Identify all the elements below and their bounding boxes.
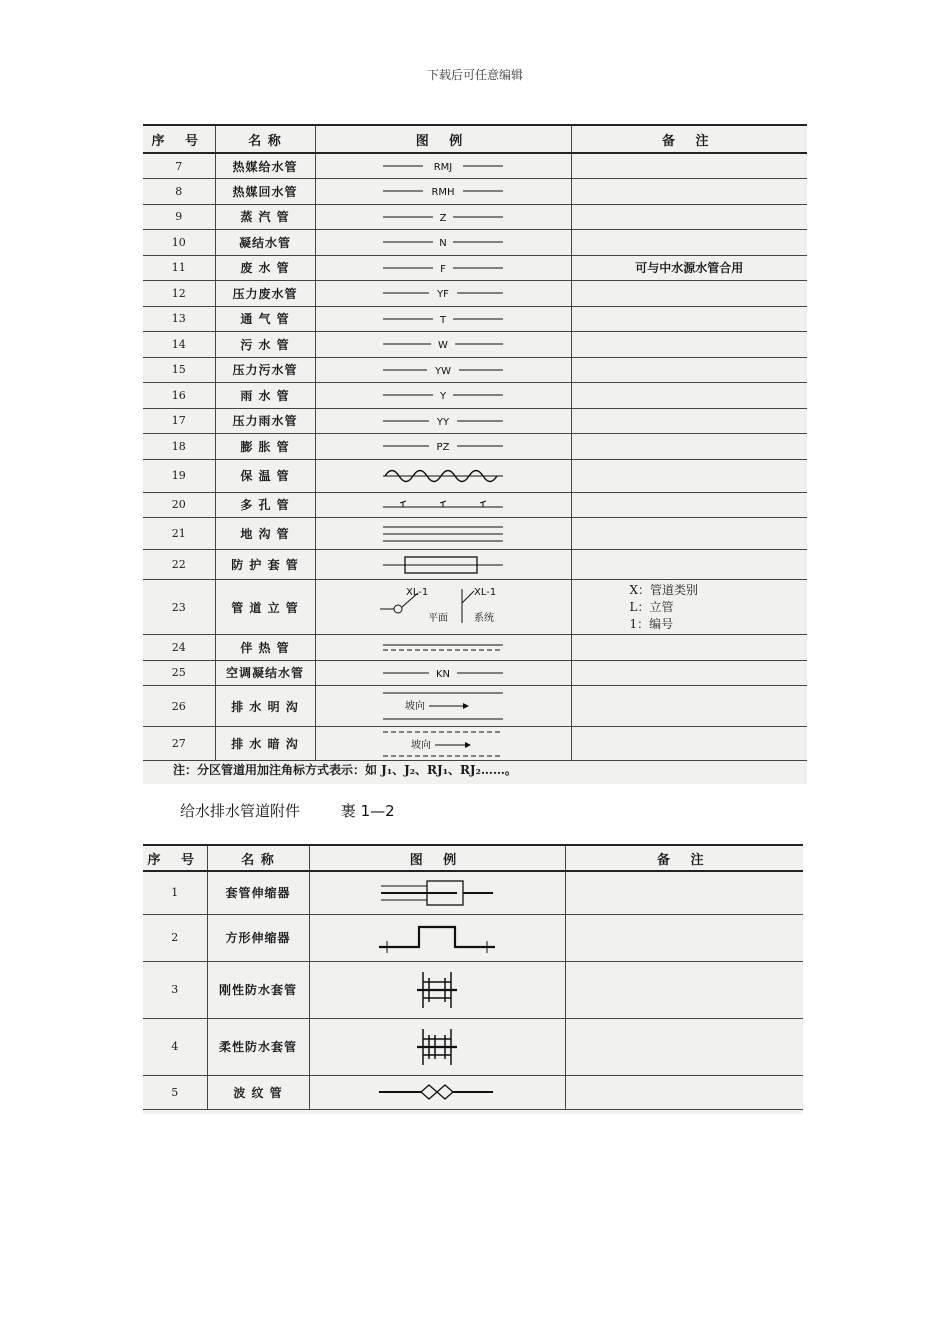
row-name: 排 水 暗 沟 [215,727,315,761]
remark-cell [571,230,807,256]
row-name: 柔性防水套管 [207,1018,309,1075]
table-row [143,281,807,307]
pipe-code-symbol [383,414,503,428]
remark-cell [571,727,807,761]
row-name: 防 护 套 管 [215,550,315,580]
remark-cell [571,518,807,550]
pipe-fittings-table [143,844,803,1114]
bellows-pipe-symbol [377,1082,497,1102]
table-row [143,230,807,256]
remark-line: X：管道类别 [629,582,699,597]
row-no: 21 [143,518,215,550]
row-name: 保 温 管 [215,459,315,492]
remark-cell [571,357,807,383]
table-row [143,492,807,518]
table-row [143,408,807,434]
remark-line: 1：编号 [629,616,674,631]
remark-cell [571,204,807,230]
row-no: 10 [143,230,215,256]
symbol-cell [315,281,571,307]
remark-line: L：立管 [629,599,674,614]
row-no: 8 [143,179,215,205]
row-name: 套管伸缩器 [207,871,309,914]
symbol-cell [315,357,571,383]
row-name: 污 水 管 [215,332,315,358]
square-expansion-joint-symbol [377,921,497,955]
row-name: 多 孔 管 [215,492,315,518]
pipe-code-label: RMH [431,187,455,199]
table-row [143,332,807,358]
pipe-code-label: T [439,314,447,326]
remark-cell [571,179,807,205]
row-name: 雨 水 管 [215,383,315,409]
pipe-code-symbol [383,666,503,680]
row-no: 25 [143,660,215,686]
symbol-cell [315,383,571,409]
row-no: 26 [143,686,215,727]
symbol-cell [315,550,571,580]
row-name: 通 气 管 [215,306,315,332]
row-no: 9 [143,204,215,230]
pipe-code-symbol [383,235,503,249]
row-name: 空调凝结水管 [215,660,315,686]
symbol-cell [309,914,565,961]
col-header-symbol: 图 例 [309,845,565,871]
trench-pipe-symbol [383,523,503,545]
row-no: 7 [143,153,215,179]
symbol-cell [315,255,571,281]
row-name: 废 水 管 [215,255,315,281]
table-row [143,635,807,661]
row-no: 17 [143,408,215,434]
table-row [143,459,807,492]
remark-cell [571,383,807,409]
symbol-cell [309,871,565,914]
rigid-waterproof-sleeve-symbol [377,968,497,1012]
row-no: 16 [143,383,215,409]
table-row [143,204,807,230]
remark-cell [571,306,807,332]
row-no: 19 [143,459,215,492]
table-row [143,1075,803,1109]
table-row [143,357,807,383]
remark-cell [565,1018,803,1075]
table-caption [180,800,431,821]
riser-plan-code: XL-1 [406,587,429,598]
row-name: 波 纹 管 [207,1075,309,1109]
remark-cell [565,914,803,961]
row-no: 1 [143,871,207,914]
pipe-code-label: Z [439,212,447,224]
pipe-code-symbol [383,184,503,198]
row-name: 方形伸缩器 [207,914,309,961]
slope-label: 坡向 [405,701,425,712]
row-name: 压力废水管 [215,281,315,307]
table-row [143,550,807,580]
row-name: 刚性防水套管 [207,961,309,1018]
symbol-cell [315,408,571,434]
symbol-cell [315,492,571,518]
remark-cell [571,686,807,727]
table-row [143,434,807,460]
table-row [143,580,807,635]
row-name: 排 水 明 沟 [215,686,315,727]
symbol-cell [315,179,571,205]
pipe-code-symbol [383,388,503,402]
pipe-code-label: W [438,340,448,352]
col-header-name: 名 称 [215,125,315,153]
symbol-cell [309,1018,565,1075]
pipe-code-label: RMJ [433,162,453,173]
pipe-code-label: YW [435,365,451,377]
remark-cell [565,961,803,1018]
symbol-cell [309,1075,565,1109]
heat-tracing-pipe-symbol [383,640,503,654]
pipe-code-label: KN [435,668,451,680]
row-no: 2 [143,914,207,961]
row-no: 18 [143,434,215,460]
remark-cell: 可与中水源水管合用 [571,255,807,281]
remark-cell [571,635,807,661]
row-no: 15 [143,357,215,383]
symbol-cell [315,434,571,460]
symbol-cell [315,580,571,635]
caption-table-number: 裹 1—2 [340,802,395,820]
symbol-cell [315,686,571,727]
row-no: 14 [143,332,215,358]
table-row [143,961,803,1018]
remark-cell [571,459,807,492]
table-row [143,255,807,281]
remark-cell [571,434,807,460]
table-row [143,727,807,761]
pipe-code-symbol [383,363,503,377]
legend-table-1 [143,124,807,761]
row-name: 热媒给水管 [215,153,315,179]
row-name: 蒸 汽 管 [215,204,315,230]
col-header-symbol: 图 例 [315,125,571,153]
caption-title: 给水排水管道附件 [180,802,301,820]
row-name: 地 沟 管 [215,518,315,550]
symbol-cell [315,204,571,230]
symbol-cell [315,518,571,550]
table-footnote: 注：分区管道用加注角标方式表示：如 J₁、J₂、RJ₁、RJ₂……。 [173,763,517,777]
row-name: 伴 热 管 [215,635,315,661]
pipe-code-label: PZ [436,442,450,454]
col-header-no: 序 号 [143,845,207,871]
table-row [143,306,807,332]
row-no: 22 [143,550,215,580]
row-no: 11 [143,255,215,281]
row-name: 压力雨水管 [215,408,315,434]
sleeve-expansion-joint-symbol [377,878,497,908]
row-no: 27 [143,727,215,761]
symbol-cell [315,635,571,661]
remark-cell [571,492,807,518]
flexible-waterproof-sleeve-symbol [377,1025,497,1069]
pipe-code-symbol [383,337,503,351]
col-header-name: 名 称 [207,845,309,871]
open-drain-symbol [383,691,503,721]
symbol-cell [315,332,571,358]
insulated-pipe-symbol [383,465,503,487]
riser-system-code: XL-1 [474,587,497,598]
legend-table-2 [143,844,803,1110]
symbol-cell [315,230,571,256]
row-no: 13 [143,306,215,332]
remark-cell [571,660,807,686]
pipe-code-label: N [439,238,447,250]
remark-cell [571,580,807,635]
riser-plan-label: 平面 [428,613,448,624]
remark-cell [571,550,807,580]
riser-pipe-symbol [378,583,508,631]
pipe-code-symbol [383,312,503,326]
row-no: 3 [143,961,207,1018]
pipe-legend-table-1 [143,124,807,784]
symbol-cell [315,459,571,492]
row-name: 管 道 立 管 [215,580,315,635]
col-header-remark: 备 注 [565,845,803,871]
table-row [143,179,807,205]
pipe-code-label: Y [439,391,447,403]
covered-drain-symbol [383,730,503,758]
remark-cell [571,408,807,434]
remark-cell [571,281,807,307]
protective-sleeve-symbol [383,554,503,576]
row-name: 压力污水管 [215,357,315,383]
row-name: 膨 胀 管 [215,434,315,460]
col-header-no: 序 号 [143,125,215,153]
table-row [143,686,807,727]
perforated-pipe-symbol [383,498,503,512]
pipe-code-symbol [383,210,503,224]
pipe-code-symbol [383,286,503,300]
header-note: 下载后可任意编辑 [426,68,523,82]
pipe-code-label: YY [436,416,450,428]
pipe-code-symbol [383,159,503,173]
row-no: 12 [143,281,215,307]
remark-cell [571,153,807,179]
pipe-code-symbol [383,261,503,275]
remark-cell [565,1075,803,1109]
table-row [143,914,803,961]
remark-cell [571,332,807,358]
slope-label: 坡向 [411,739,431,751]
pipe-code-label: F [440,263,446,275]
remark-cell [565,871,803,914]
pipe-code-label: YF [437,289,449,301]
symbol-cell [315,306,571,332]
row-name: 热媒回水管 [215,179,315,205]
row-name: 凝结水管 [215,230,315,256]
row-no: 20 [143,492,215,518]
pipe-code-symbol [383,439,503,453]
col-header-remark: 备 注 [571,125,807,153]
symbol-cell [315,727,571,761]
row-no: 23 [143,580,215,635]
row-no: 4 [143,1018,207,1075]
symbol-cell [315,153,571,179]
row-no: 5 [143,1075,207,1109]
table-row [143,383,807,409]
table-row [143,871,803,914]
table-row [143,153,807,179]
riser-system-label: 系统 [474,613,494,624]
table-row [143,1018,803,1075]
table-row [143,660,807,686]
row-no: 24 [143,635,215,661]
symbol-cell [315,660,571,686]
symbol-cell [309,961,565,1018]
table-row [143,518,807,550]
